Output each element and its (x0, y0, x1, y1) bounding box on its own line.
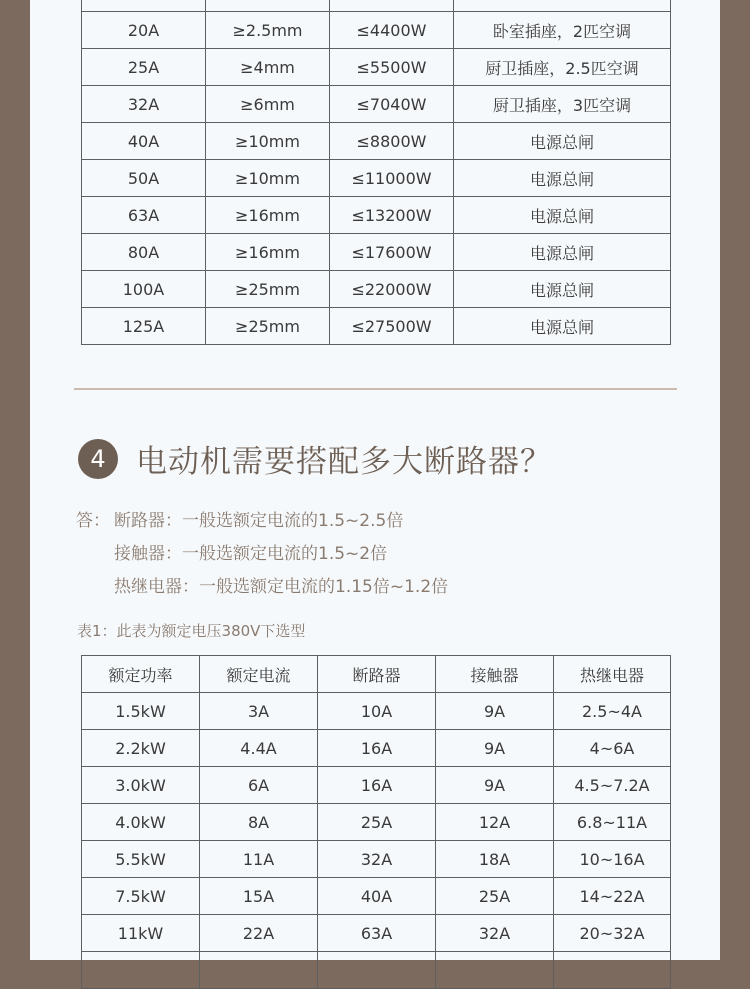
section-title: 电动机需要搭配多大断路器？ (136, 444, 552, 480)
table-cell: 125A (82, 308, 206, 345)
table-cell: 11A (200, 841, 318, 878)
table-cell: 3.0kW (82, 767, 200, 804)
table-cell: 电源总闸 (454, 308, 671, 345)
table-row (82, 86, 671, 123)
table-cell: 厨卫插座，2.5匹空调 (454, 49, 671, 86)
table-cell: 6A (200, 767, 318, 804)
table-cell: 电源总闸 (454, 271, 671, 308)
table-row (82, 767, 671, 804)
table-cell: 12A (436, 804, 554, 841)
answer-line-thermal-relay: 热继电器：一般选额定电流的1.15倍~1.2倍 (114, 577, 449, 597)
table-cell: ≥10mm (206, 160, 330, 197)
table-cell: ≤27500W (330, 308, 454, 345)
table-row (82, 693, 671, 730)
table-row (82, 12, 671, 49)
table-cell: 32A (318, 841, 436, 878)
table-row (82, 878, 671, 915)
table-header-row (82, 656, 671, 693)
table-row (82, 952, 671, 989)
table-cell: 4~6A (554, 730, 671, 767)
table-cell: 电源总闸 (454, 234, 671, 271)
table-cell: 9A (436, 693, 554, 730)
table-cell-cut-off (318, 952, 436, 989)
column-header: 额定功率 (82, 656, 200, 693)
answer-line-breaker: 断路器：一般选额定电流的1.5~2.5倍 (114, 511, 404, 531)
table-cell: ≤17600W (330, 234, 454, 271)
table-cell: 50A (82, 160, 206, 197)
table-cell: ≥10mm (206, 123, 330, 160)
table-cell: 25A (318, 804, 436, 841)
table-cell: 32A (436, 915, 554, 952)
table-cell: ≤7040W (330, 86, 454, 123)
table-row (82, 234, 671, 271)
section-number-badge: 4 (78, 439, 118, 479)
table-cell-cut-off (554, 952, 671, 989)
table-cell: 10~16A (554, 841, 671, 878)
table-cell-cut-off (330, 0, 454, 12)
table-cell-cut-off (82, 0, 206, 12)
table-row (82, 804, 671, 841)
table-cell: ≥6mm (206, 86, 330, 123)
table-cell: 40A (82, 123, 206, 160)
table-cell: 32A (82, 86, 206, 123)
table-cell: 16A (318, 730, 436, 767)
table-cell: 80A (82, 234, 206, 271)
table-cell: 40A (318, 878, 436, 915)
table-cell: 14~22A (554, 878, 671, 915)
table-cell: 厨卫插座，3匹空调 (454, 86, 671, 123)
answer-line-contactor: 接触器：一般选额定电流的1.5~2倍 (114, 544, 388, 564)
table-cell: ≤5500W (330, 49, 454, 86)
table-cell: 9A (436, 730, 554, 767)
table-cell: 电源总闸 (454, 160, 671, 197)
column-header: 额定电流 (200, 656, 318, 693)
table-cell: ≤4400W (330, 12, 454, 49)
table-cell: 5.5kW (82, 841, 200, 878)
table-cell-cut-off (436, 952, 554, 989)
table-cell: ≥25mm (206, 308, 330, 345)
content-panel (30, 0, 720, 960)
table-cell: 10A (318, 693, 436, 730)
table-cell-cut-off (82, 952, 200, 989)
table-cell: 电源总闸 (454, 197, 671, 234)
table-row (82, 841, 671, 878)
table-row (82, 123, 671, 160)
table-cell: 4.0kW (82, 804, 200, 841)
table-cell: 15A (200, 878, 318, 915)
table-row (82, 308, 671, 345)
motor-selection-table (81, 655, 671, 989)
table-cell: 25A (436, 878, 554, 915)
table-cell: 8A (200, 804, 318, 841)
table-cell: ≥16mm (206, 197, 330, 234)
table-cell: 63A (82, 197, 206, 234)
table-cell: 3A (200, 693, 318, 730)
table-cell: ≤11000W (330, 160, 454, 197)
table-cell: ≤22000W (330, 271, 454, 308)
section-divider (74, 388, 677, 390)
table-row (82, 49, 671, 86)
table-row (82, 271, 671, 308)
table-cell: 卧室插座，2匹空调 (454, 12, 671, 49)
column-header: 热继电器 (554, 656, 671, 693)
table-row (82, 730, 671, 767)
table-cell: 11kW (82, 915, 200, 952)
table-cell: 20~32A (554, 915, 671, 952)
table-cell: ≤13200W (330, 197, 454, 234)
table-cell: 18A (436, 841, 554, 878)
table-cell: 电源总闸 (454, 123, 671, 160)
table-cell: 25A (82, 49, 206, 86)
table-cell: 2.5~4A (554, 693, 671, 730)
table-cell: 63A (318, 915, 436, 952)
table-row (82, 0, 671, 12)
table-cell: 100A (82, 271, 206, 308)
table-cell-cut-off (454, 0, 671, 12)
table-row (82, 915, 671, 952)
table-caption: 表1：此表为额定电压380V下选型 (77, 622, 306, 640)
table-cell: 2.2kW (82, 730, 200, 767)
table-cell-cut-off (200, 952, 318, 989)
table-cell: ≥25mm (206, 271, 330, 308)
table-cell: 7.5kW (82, 878, 200, 915)
breaker-selection-table (81, 0, 671, 345)
answer-prefix: 答： (76, 511, 110, 531)
column-header: 接触器 (436, 656, 554, 693)
table-cell: ≤8800W (330, 123, 454, 160)
table-cell: ≥16mm (206, 234, 330, 271)
column-header: 断路器 (318, 656, 436, 693)
table-cell: 1.5kW (82, 693, 200, 730)
table-cell: 4.5~7.2A (554, 767, 671, 804)
table-cell: 6.8~11A (554, 804, 671, 841)
table-cell: 9A (436, 767, 554, 804)
table-row (82, 160, 671, 197)
table-cell: ≥4mm (206, 49, 330, 86)
table-cell: 4.4A (200, 730, 318, 767)
table-cell: 20A (82, 12, 206, 49)
table-cell-cut-off (206, 0, 330, 12)
table-cell: 22A (200, 915, 318, 952)
table-row (82, 197, 671, 234)
table-cell: ≥2.5mm (206, 12, 330, 49)
table-cell: 16A (318, 767, 436, 804)
